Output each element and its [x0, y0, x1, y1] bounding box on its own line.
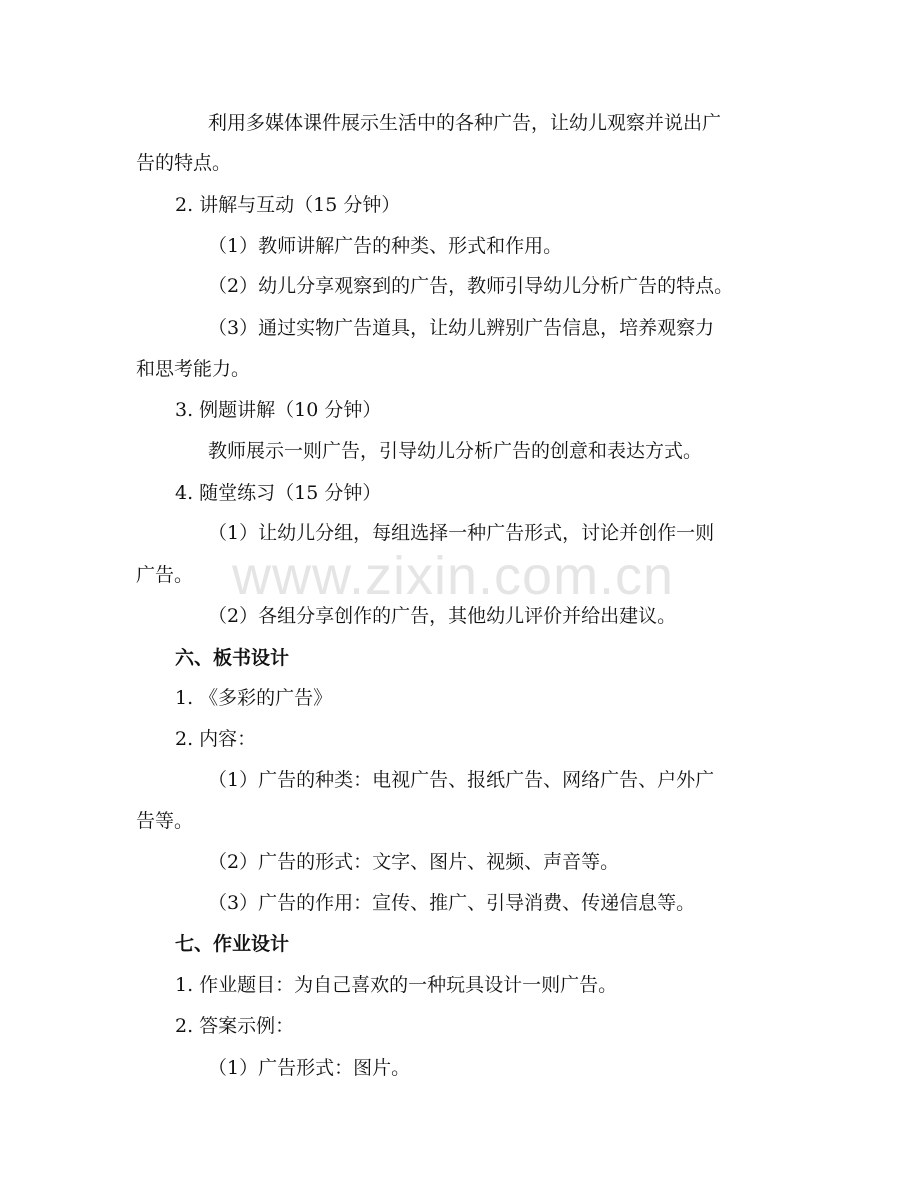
sub-list-item: （2）广告的形式：文字、图片、视频、声音等。 — [208, 851, 620, 873]
list-item: 2. 内容： — [175, 728, 257, 750]
list-item: 3. 例题讲解（10 分钟） — [175, 399, 382, 421]
section-heading: 六、板书设计 — [175, 647, 290, 669]
sub-list-item: （1）让幼儿分组，每组选择一种广告形式，讨论并创作一则 — [208, 522, 715, 544]
sub-list-item: （2）幼儿分享观察到的广告，教师引导幼儿分析广告的特点。 — [208, 275, 734, 297]
paragraph-line: 教师展示一则广告，引导幼儿分析广告的创意和表达方式。 — [208, 440, 703, 462]
watermark: www.zixin.com.cn — [232, 546, 675, 606]
list-item: 2. 讲解与互动（15 分钟） — [175, 194, 401, 216]
paragraph-line: 广告。 — [136, 564, 194, 586]
paragraph-line: 告等。 — [136, 810, 194, 832]
sub-list-item: （1）教师讲解广告的种类、形式和作用。 — [208, 235, 563, 257]
section-heading: 七、作业设计 — [175, 933, 290, 955]
sub-list-item: （3）广告的作用：宣传、推广、引导消费、传递信息等。 — [208, 892, 696, 914]
paragraph-line: 和思考能力。 — [136, 358, 251, 380]
sub-list-item: （2）各组分享创作的广告，其他幼儿评价并给出建议。 — [208, 605, 677, 627]
sub-list-item: （1）广告形式：图片。 — [208, 1057, 411, 1079]
sub-list-item: （1）广告的种类：电视广告、报纸广告、网络广告、户外广 — [208, 769, 715, 791]
paragraph-line: 告的特点。 — [136, 152, 232, 174]
sub-list-item: （3）通过实物广告道具，让幼儿辨别广告信息，培养观察力 — [208, 317, 715, 339]
list-item: 1. 作业题目：为自己喜欢的一种玩具设计一则广告。 — [175, 974, 618, 996]
list-item: 1. 《多彩的广告》 — [175, 687, 333, 709]
list-item: 4. 随堂练习（15 分钟） — [175, 482, 382, 504]
list-item: 2. 答案示例： — [175, 1015, 295, 1037]
paragraph-line: 利用多媒体课件展示生活中的各种广告，让幼儿观察并说出广 — [208, 112, 722, 134]
